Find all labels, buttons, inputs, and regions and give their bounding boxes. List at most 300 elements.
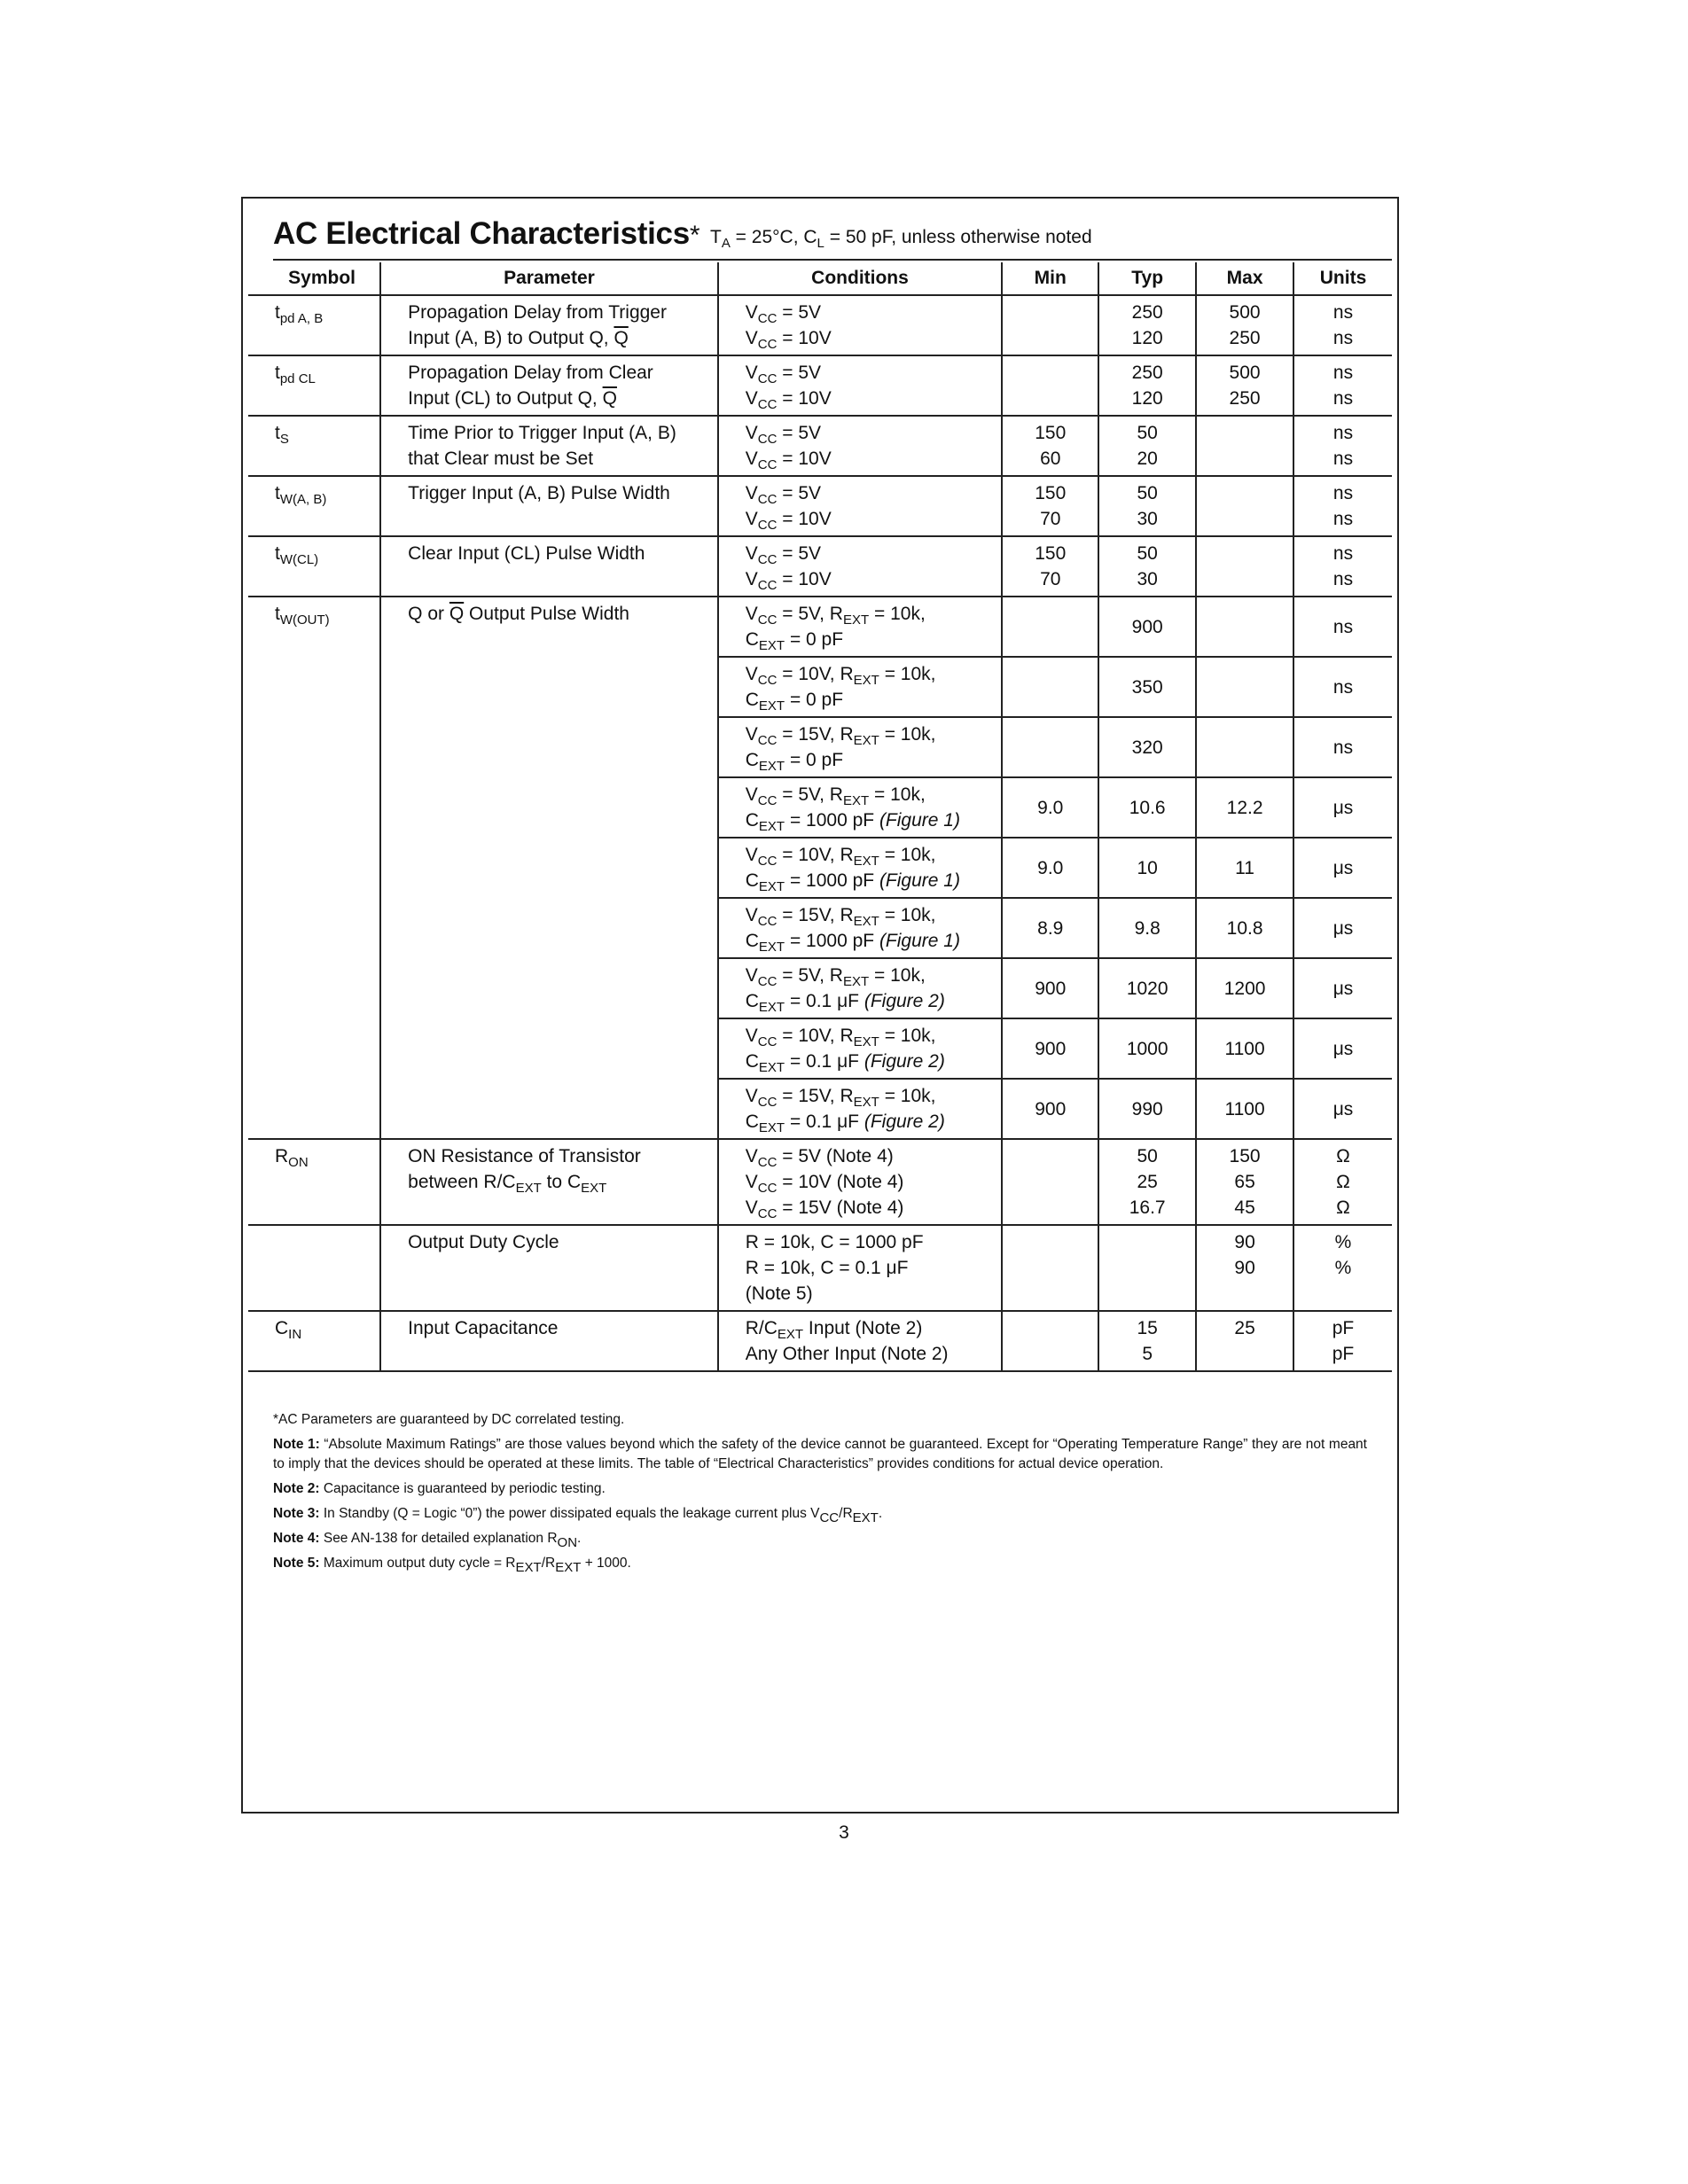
max-value [1196, 717, 1293, 777]
units-cell [1293, 476, 1392, 536]
ext-sub: EXT [758, 698, 785, 714]
unit-value: ns [1332, 423, 1354, 443]
min-value: 70 [1040, 509, 1061, 529]
cc-sub: CC [757, 371, 778, 386]
ext-sub: EXT [853, 854, 879, 869]
header-min: Min [1002, 262, 1098, 295]
units-cell [1293, 416, 1392, 476]
typ-value: 1020 [1098, 958, 1196, 1018]
c: C [745, 1051, 759, 1072]
ext-sub: EXT [758, 940, 785, 955]
header-max: Max [1196, 262, 1293, 295]
v: V [745, 1086, 758, 1106]
symbol-cell [248, 597, 380, 1139]
ext-sub: EXT [777, 1327, 804, 1342]
min-value: 8.9 [1002, 898, 1098, 958]
typ-cell [1098, 416, 1196, 476]
symbol-cell [248, 416, 380, 476]
units-cell [1293, 536, 1392, 597]
typ-cell [1098, 355, 1196, 416]
max-value [1196, 657, 1293, 717]
unit-value: μs [1293, 1079, 1392, 1139]
max-value [1196, 597, 1293, 657]
cc-sub: CC [757, 1155, 778, 1170]
ext-sub: EXT [758, 879, 785, 894]
figure-ref: (Figure 1) [879, 810, 960, 831]
ac-characteristics-table [248, 262, 1392, 1372]
parameter-text: Input Capacitance [408, 1318, 559, 1338]
figure-ref: (Figure 2) [864, 1051, 945, 1072]
symbol: t [275, 483, 280, 503]
unit-value: ns [1332, 569, 1354, 589]
figure-ref: (Figure 1) [879, 870, 960, 891]
typ-value: 1000 [1098, 1018, 1196, 1079]
parameter-cell [380, 476, 718, 536]
symbol: t [275, 302, 280, 323]
unit-value: ns [1293, 657, 1392, 717]
note-5 [273, 1554, 1367, 1573]
note-text: Maximum output duty cycle = R [319, 1556, 516, 1571]
ext-sub: EXT [581, 1181, 607, 1196]
symbol-cell [248, 1311, 380, 1371]
typ-cell [1098, 536, 1196, 597]
note-1 [273, 1435, 1367, 1474]
symbol-cell [248, 536, 380, 597]
header-conditions: Conditions [718, 262, 1003, 295]
condition-value: = 10k, [884, 1026, 936, 1046]
figure-ref: (Figure 2) [864, 991, 945, 1011]
parameter-text: Q or [408, 604, 449, 624]
parameter-text: Input (A, B) to Output Q, [408, 328, 614, 348]
symbol: t [275, 543, 280, 564]
r: R [840, 1086, 854, 1106]
ac-note: *AC Parameters are guaranteed by DC correlated testing. [273, 1412, 625, 1427]
symbol-cell [248, 1225, 380, 1311]
note-3 [273, 1504, 1367, 1524]
typ-value: 9.8 [1098, 898, 1196, 958]
c: C [745, 750, 759, 770]
conditions-cell [718, 657, 1003, 717]
symbol-sub: S [279, 432, 289, 447]
v: V [745, 965, 758, 986]
condition-value: = 10V [782, 328, 832, 348]
page-number: 3 [839, 1822, 849, 1843]
condition-value: Any Other Input (Note 2) [745, 1344, 949, 1364]
condition-value: R/C [745, 1318, 778, 1338]
condition-value: = 5V, [782, 604, 830, 624]
ext-sub: EXT [852, 1510, 879, 1525]
parameter-cell [380, 1311, 718, 1371]
max-cell [1196, 1311, 1293, 1371]
conditions-cell [718, 838, 1003, 898]
note-text: /R [839, 1506, 853, 1521]
min-value: 900 [1002, 1018, 1098, 1079]
table-row [248, 476, 1392, 536]
note-text: + 1000. [581, 1556, 631, 1571]
unit-value: μs [1293, 777, 1392, 838]
unit-value: ns [1332, 483, 1354, 503]
max-value: 12.2 [1196, 777, 1293, 838]
condition-value: = 1000 pF [789, 870, 879, 891]
cc-sub: CC [757, 1181, 778, 1196]
symbol-cell [248, 1139, 380, 1225]
parameter-cell [380, 536, 718, 597]
cc-sub: CC [757, 311, 778, 326]
ext-sub: EXT [853, 1034, 879, 1049]
min-cell [1002, 416, 1098, 476]
r: R [840, 1026, 854, 1046]
unit-value: μs [1293, 838, 1392, 898]
condition-value: = 10k, [884, 724, 936, 745]
cc-sub: CC [757, 518, 778, 533]
r: R [840, 664, 854, 684]
condition-value: R = 10k, C = 0.1 μF [745, 1258, 909, 1278]
symbol: R [275, 1146, 289, 1166]
c: C [745, 1112, 759, 1132]
conditions-cell [718, 1311, 1003, 1371]
symbol-sub: IN [288, 1327, 302, 1342]
r: R [840, 905, 854, 925]
parameter-text: that Clear must be Set [408, 448, 594, 469]
typ-value: 120 [1131, 388, 1163, 409]
max-value: 65 [1234, 1172, 1255, 1192]
condition-value: = 10V, [782, 845, 840, 865]
condition-value: = 5V [782, 302, 822, 323]
conditions-cell [718, 416, 1003, 476]
parameter-cell [380, 1225, 718, 1311]
parameter-cell [380, 1139, 718, 1225]
max-cell [1196, 355, 1293, 416]
v: V [745, 604, 758, 624]
condition-value: = 1000 pF [789, 931, 879, 951]
units-cell [1293, 1311, 1392, 1371]
max-value: 10.8 [1196, 898, 1293, 958]
unit-value: ns [1332, 509, 1354, 529]
condition-value: = 10k, [884, 845, 936, 865]
c: C [745, 870, 759, 891]
note-label: Note 3: [273, 1506, 320, 1521]
max-value: 1100 [1196, 1018, 1293, 1079]
table-row [248, 416, 1392, 476]
note-4 [273, 1529, 1367, 1548]
on-sub: ON [557, 1535, 578, 1550]
v: V [745, 845, 758, 865]
symbol-cell [248, 355, 380, 416]
ta-symbol: T [710, 227, 722, 247]
max-cell [1196, 476, 1293, 536]
parameter-text: Propagation Delay from Trigger [408, 302, 667, 323]
max-cell [1196, 295, 1293, 355]
max-cell [1196, 1139, 1293, 1225]
v: V [745, 724, 758, 745]
note-label: Note 4: [273, 1531, 320, 1546]
ext-sub: EXT [853, 914, 879, 929]
condition-value: = 15V, [782, 905, 840, 925]
cl-value: = 50 pF, unless otherwise noted [824, 227, 1092, 247]
condition-value: = 5V (Note 4) [782, 1146, 894, 1166]
unit-value: ns [1293, 717, 1392, 777]
min-cell [1002, 295, 1098, 355]
figure-ref: (Figure 2) [864, 1112, 945, 1132]
title-row [273, 216, 1392, 261]
conditions-cell [718, 898, 1003, 958]
typ-cell [1098, 1139, 1196, 1225]
note-label: Note 5: [273, 1556, 320, 1571]
max-value: 1200 [1196, 958, 1293, 1018]
max-value: 90 [1234, 1232, 1255, 1252]
parameter-text: Trigger Input (A, B) Pulse Width [408, 483, 670, 503]
parameter-text: Input (CL) to Output Q, [408, 388, 603, 409]
min-value: 150 [1035, 423, 1067, 443]
header-typ: Typ [1098, 262, 1196, 295]
cc-sub: CC [757, 733, 778, 748]
typ-value: 250 [1131, 302, 1163, 323]
header-units: Units [1293, 262, 1392, 295]
parameter-text: to C [541, 1172, 582, 1192]
min-value [1002, 657, 1098, 717]
ext-sub: EXT [515, 1560, 542, 1575]
v: V [745, 664, 758, 684]
min-cell [1002, 476, 1098, 536]
min-cell [1002, 536, 1098, 597]
v: V [745, 509, 758, 529]
parameter-cell [380, 597, 718, 1139]
conditions-cell [718, 355, 1003, 416]
parameter-cell [380, 295, 718, 355]
cc-sub: CC [757, 612, 778, 628]
parameter-cell [380, 416, 718, 476]
max-value: 500 [1229, 363, 1261, 383]
r: R [829, 965, 843, 986]
typ-cell [1098, 295, 1196, 355]
condition-value: Input (Note 2) [803, 1318, 923, 1338]
note-text: “Absolute Maximum Ratings” are those values beyond which the safety of the device cannot be guaranteed. Except for “Operating Temperature Range” they are not meant to imply that the devices should be operated at these limits. The table of “Electrical Characteristics” provides conditions for actual device operation. [273, 1437, 1367, 1471]
typ-cell [1098, 476, 1196, 536]
cc-sub: CC [757, 337, 778, 352]
symbol: t [275, 604, 280, 624]
ext-sub: EXT [853, 733, 879, 748]
ext-sub: EXT [758, 1060, 785, 1075]
conditions-cell [718, 1018, 1003, 1079]
max-value: 500 [1229, 302, 1261, 323]
typ-value: 50 [1137, 543, 1158, 564]
note-label: Note 2: [273, 1481, 320, 1496]
ext-sub: EXT [555, 1560, 582, 1575]
cc-sub: CC [757, 432, 778, 447]
condition-value: = 10k, [884, 905, 936, 925]
typ-value: 16.7 [1129, 1197, 1166, 1218]
conditions-cell [718, 476, 1003, 536]
condition-value: = 0.1 μF [789, 1051, 864, 1072]
min-value: 60 [1040, 448, 1061, 469]
cl-sub: L [817, 236, 824, 251]
table-header-row [248, 262, 1392, 295]
table-row [248, 597, 1392, 657]
min-value: 9.0 [1002, 777, 1098, 838]
cc-sub: CC [757, 914, 778, 929]
min-value: 900 [1002, 1079, 1098, 1139]
ext-sub: EXT [758, 1000, 785, 1015]
units-cell [1293, 355, 1392, 416]
v: V [745, 1197, 758, 1218]
min-value: 150 [1035, 543, 1067, 564]
condition-value: = 10k, [874, 965, 926, 986]
conditions-cell [718, 295, 1003, 355]
c: C [745, 931, 759, 951]
c: C [745, 690, 759, 710]
condition-value: = 15V, [782, 1086, 840, 1106]
c: C [745, 810, 759, 831]
condition-value: = 10V, [782, 664, 840, 684]
r: R [840, 845, 854, 865]
header-symbol: Symbol [248, 262, 380, 295]
conditions-cell [718, 717, 1003, 777]
ext-sub: EXT [853, 673, 879, 688]
symbol: t [275, 363, 280, 383]
note-text: . [577, 1531, 582, 1546]
unit-value: % [1334, 1258, 1352, 1278]
units-cell [1293, 1225, 1392, 1311]
condition-value: (Note 5) [745, 1283, 813, 1304]
unit-value: ns [1332, 388, 1354, 409]
ext-sub: EXT [842, 612, 870, 628]
note-2 [273, 1479, 1367, 1499]
symbol-sub: W(CL) [279, 552, 319, 567]
cc-sub: CC [757, 552, 778, 567]
table-row [248, 1311, 1392, 1371]
typ-value: 350 [1098, 657, 1196, 717]
parameter-cell [380, 355, 718, 416]
ext-sub: EXT [853, 1095, 879, 1110]
min-value [1002, 597, 1098, 657]
min-cell [1002, 1225, 1098, 1311]
v: V [745, 328, 758, 348]
symbol-sub: W(A, B) [279, 492, 327, 507]
v: V [745, 302, 758, 323]
typ-value: 25 [1137, 1172, 1158, 1192]
ext-sub: EXT [758, 759, 785, 774]
header-parameter: Parameter [380, 262, 718, 295]
symbol: t [275, 423, 280, 443]
typ-value: 900 [1098, 597, 1196, 657]
unit-value: Ω [1336, 1172, 1350, 1192]
condition-value: = 10V [782, 448, 832, 469]
typ-cell [1098, 1225, 1196, 1311]
max-value: 90 [1234, 1258, 1255, 1278]
min-value: 150 [1035, 483, 1067, 503]
condition-value: = 10k, [884, 1086, 936, 1106]
condition-value: = 10V [782, 509, 832, 529]
parameter-text: Propagation Delay from Clear [408, 363, 653, 383]
unit-value: pF [1332, 1344, 1355, 1364]
cl-symbol: C [803, 227, 817, 247]
ext-sub: EXT [758, 1120, 785, 1135]
unit-value: μs [1293, 1018, 1392, 1079]
cc-sub: CC [757, 1206, 778, 1221]
cc-sub: CC [757, 457, 778, 472]
typ-value: 250 [1131, 363, 1163, 383]
cc-sub: CC [757, 793, 778, 808]
note-text: In Standby (Q = Logic “0”) the power dissipated equals the leakage current plus V [319, 1506, 820, 1521]
r: R [829, 784, 843, 805]
v: V [745, 483, 758, 503]
condition-value: = 5V [782, 543, 822, 564]
typ-value: 50 [1137, 483, 1158, 503]
condition-value: = 5V [782, 423, 822, 443]
note-text: . [878, 1506, 883, 1521]
condition-value: = 5V [782, 483, 822, 503]
cc-sub: CC [757, 673, 778, 688]
condition-value: = 10V [782, 569, 832, 589]
parameter-text: Time Prior to Trigger Input (A, B) [408, 423, 676, 443]
typ-value: 20 [1137, 448, 1158, 469]
condition-value: = 0.1 μF [789, 1112, 864, 1132]
note-text: /R [541, 1556, 556, 1571]
symbol: C [275, 1318, 289, 1338]
cc-sub: CC [757, 492, 778, 507]
typ-value: 50 [1137, 1146, 1158, 1166]
cc-sub: CC [757, 578, 778, 593]
symbol-sub: pd A, B [279, 311, 324, 326]
min-cell [1002, 355, 1098, 416]
q-bar: $\overline{Q}$ [613, 328, 629, 348]
v: V [745, 388, 758, 409]
v: V [745, 784, 758, 805]
typ-value: 320 [1098, 717, 1196, 777]
unit-value: % [1334, 1232, 1352, 1252]
condition-value: = 0.1 μF [789, 991, 864, 1011]
ta-value: = 25°C, [730, 227, 804, 247]
max-value: 1100 [1196, 1079, 1293, 1139]
c: C [745, 991, 759, 1011]
min-cell [1002, 1139, 1098, 1225]
conditions-cell [718, 777, 1003, 838]
condition-value: R = 10k, C = 1000 pF [745, 1232, 924, 1252]
conditions-cell [718, 1139, 1003, 1225]
ta-sub: A [721, 236, 731, 251]
parameter-text: ON Resistance of Transistor [408, 1146, 641, 1166]
symbol-sub: ON [288, 1155, 309, 1170]
cc-sub: CC [757, 854, 778, 869]
typ-value: 5 [1142, 1344, 1153, 1364]
min-value: 70 [1040, 569, 1061, 589]
table-row [248, 295, 1392, 355]
max-value: 250 [1229, 388, 1261, 409]
note-text: See AN-138 for detailed explanation R [319, 1531, 558, 1546]
condition-value: = 10V (Note 4) [782, 1172, 904, 1192]
max-value: 250 [1229, 328, 1261, 348]
table-row [248, 536, 1392, 597]
page-title [273, 216, 699, 252]
table-row [248, 355, 1392, 416]
condition-value: = 0 pF [789, 629, 844, 650]
conditions-cell [718, 1225, 1003, 1311]
condition-value: = 5V, [782, 965, 830, 986]
conditions-cell [718, 1079, 1003, 1139]
max-value: 25 [1234, 1318, 1255, 1338]
table-row [248, 1139, 1392, 1225]
units-cell [1293, 1139, 1392, 1225]
typ-value: 50 [1137, 423, 1158, 443]
typ-value: 30 [1137, 569, 1158, 589]
typ-value: 10.6 [1098, 777, 1196, 838]
typ-value: 120 [1131, 328, 1163, 348]
ext-sub: EXT [842, 793, 870, 808]
condition-value: = 10V [782, 388, 832, 409]
condition-value: = 5V [782, 363, 822, 383]
min-cell [1002, 1311, 1098, 1371]
max-cell [1196, 1225, 1293, 1311]
